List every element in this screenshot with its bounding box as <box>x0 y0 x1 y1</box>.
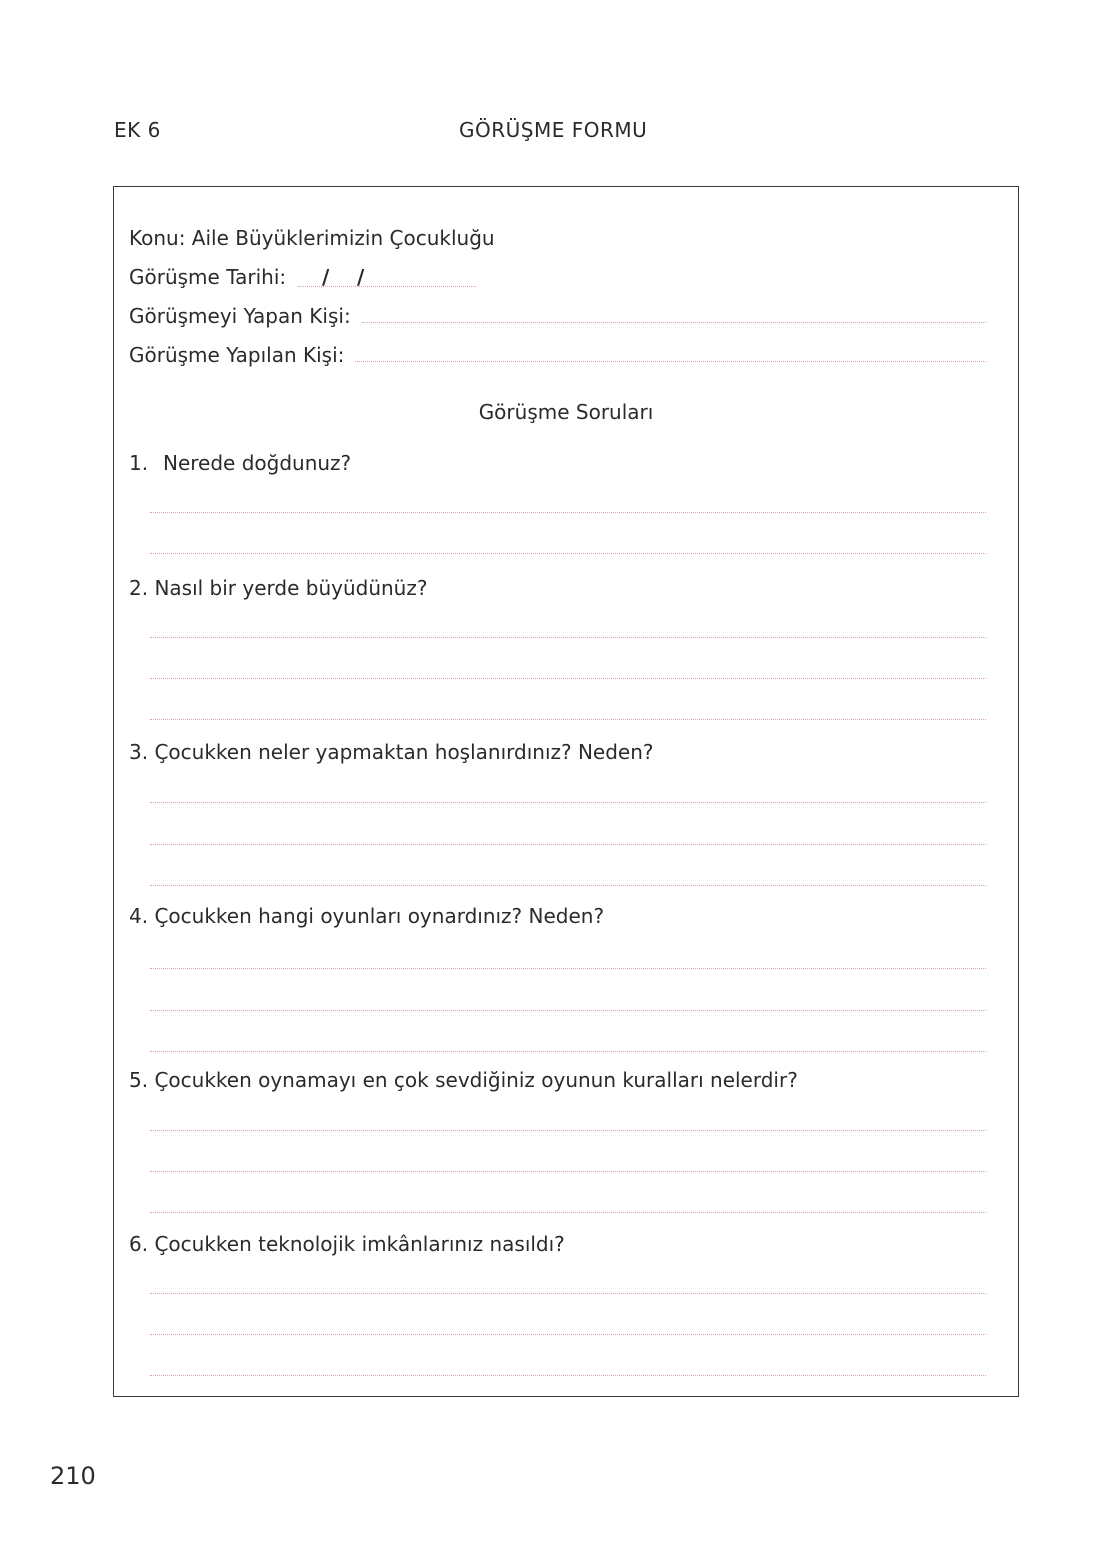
answer-line[interactable] <box>150 1212 986 1213</box>
interviewee-field[interactable] <box>355 361 986 362</box>
interviewer-field[interactable] <box>362 322 986 323</box>
section-title: Görüşme Soruları <box>478 400 654 424</box>
answer-line[interactable] <box>150 678 986 679</box>
question-number: 1. <box>129 451 149 475</box>
answer-line[interactable] <box>150 968 986 969</box>
interviewer-label: Görüşmeyi Yapan Kişi: <box>129 304 351 328</box>
answer-line[interactable] <box>150 553 986 554</box>
form-title: GÖRÜŞME FORMU <box>459 118 648 142</box>
question-6: 6. Çocukken teknolojik imkânlarınız nasıldı? <box>129 1232 565 1256</box>
question-1 <box>129 451 351 475</box>
answer-line[interactable] <box>150 1293 986 1294</box>
page-number: 210 <box>50 1462 96 1490</box>
answer-line[interactable] <box>150 1130 986 1131</box>
answer-line[interactable] <box>150 1334 986 1335</box>
date-separator-2: / <box>357 265 365 289</box>
date-separator-1: / <box>322 265 330 289</box>
answer-line[interactable] <box>150 844 986 845</box>
answer-line[interactable] <box>150 1051 986 1052</box>
answer-line[interactable] <box>150 1010 986 1011</box>
answer-line[interactable] <box>150 802 986 803</box>
question-5: 5. Çocukken oynamayı en çok sevdiğiniz oyunun kuralları nelerdir? <box>129 1068 798 1092</box>
question-4: 4. Çocukken hangi oyunları oynardınız? Neden? <box>129 904 605 928</box>
interviewee-label: Görüşme Yapılan Kişi: <box>129 343 345 367</box>
answer-line[interactable] <box>150 1375 986 1376</box>
question-text: Nerede doğdunuz? <box>163 451 352 475</box>
appendix-label: EK 6 <box>114 118 161 142</box>
date-label: Görüşme Tarihi: <box>129 265 287 289</box>
answer-line[interactable] <box>150 885 986 886</box>
form-box <box>113 186 1019 1397</box>
answer-line[interactable] <box>150 637 986 638</box>
answer-line[interactable] <box>150 512 986 513</box>
answer-line[interactable] <box>150 1171 986 1172</box>
question-2: 2. Nasıl bir yerde büyüdünüz? <box>129 576 428 600</box>
answer-line[interactable] <box>150 719 986 720</box>
question-3: 3. Çocukken neler yapmaktan hoşlanırdınız? Neden? <box>129 740 654 764</box>
topic-field: Konu: Aile Büyüklerimizin Çocukluğu <box>129 226 495 250</box>
